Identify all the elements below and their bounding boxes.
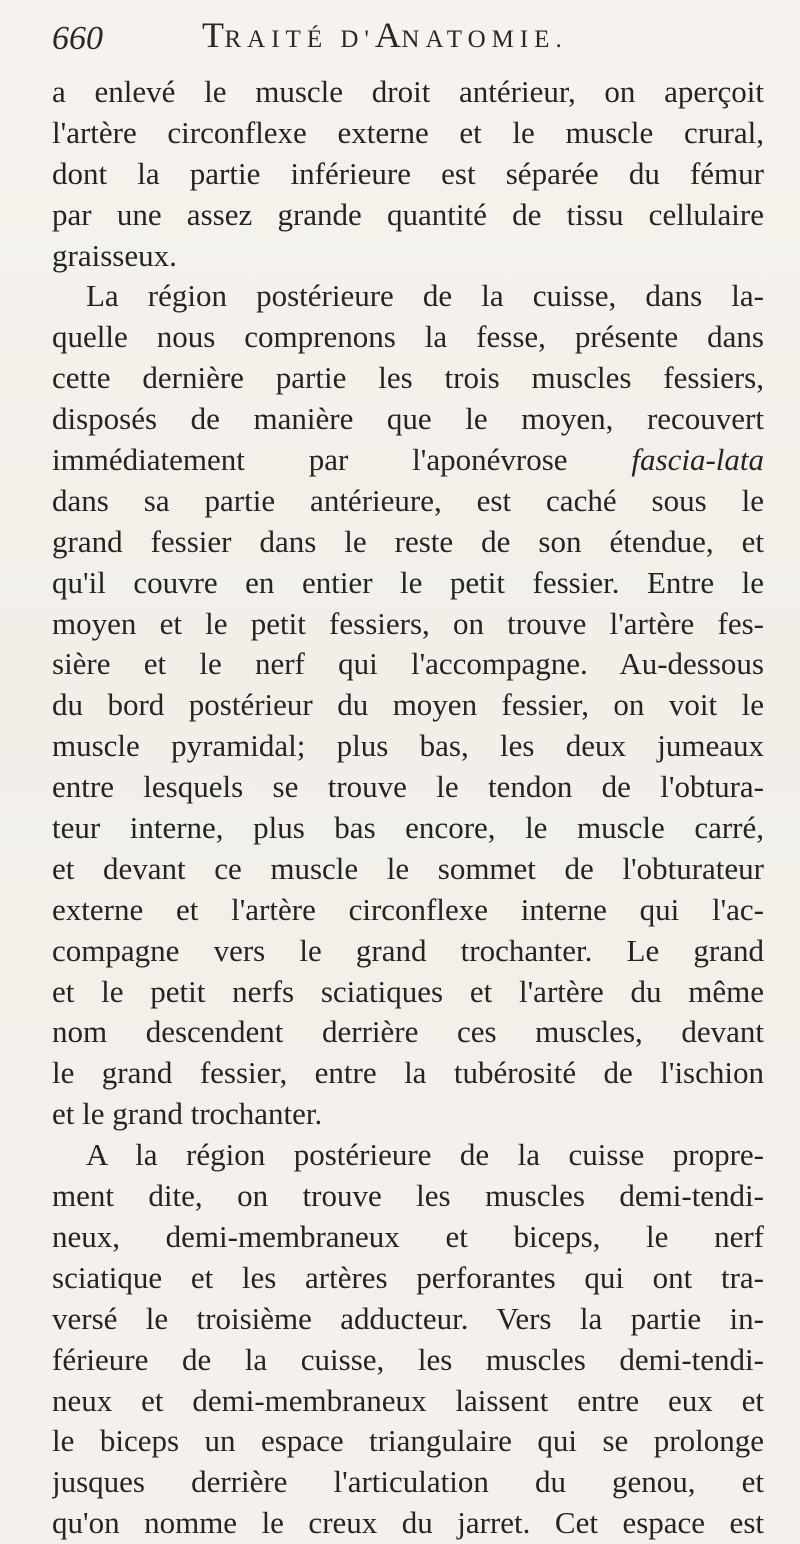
text-line: qu'on nomme le creux du jarret. Cet espace est (52, 1505, 764, 1541)
text-line: a enlevé le muscle droit antérieur, on aperçoit (52, 74, 764, 109)
text-line: du bord postérieur du moyen fessier, on voit le (52, 687, 764, 723)
text-line: nom descendent derrière ces muscles, devant (52, 1014, 764, 1050)
text-line: le biceps un espace triangulaire qui se prolonge (52, 1423, 764, 1459)
running-head (52, 12, 772, 72)
text-line: et le grand trochanter. (52, 1096, 323, 1132)
text-line: sière et le nerf qui l'accompagne. Au-dessous (52, 646, 764, 682)
text-line: externe et l'artère circonflexe interne qui l'ac- (52, 891, 764, 927)
text-line: dans sa partie antérieure, est caché sous le (52, 482, 764, 518)
text-line: entre lesquels se trouve le tendon de l'obtura- (52, 769, 764, 805)
text-line: disposés de manière que le moyen, recouvert (52, 401, 764, 437)
text-line: et devant ce muscle le sommet de l'obturateur (52, 850, 764, 886)
text-line: teur interne, plus bas encore, le muscle carré, (52, 810, 764, 846)
title-initial-2: A (374, 15, 402, 55)
text-line: La région postérieure de la cuisse, dans la- (86, 278, 764, 314)
text-line: férieure de la cuisse, les muscles demi-tendi- (52, 1341, 764, 1377)
text-line: et le petit nerfs sciatiques et l'artère du même (52, 973, 764, 1009)
text-line: quelle nous comprenons la fesse, présente dans (52, 319, 764, 355)
text-line: graisseux. (52, 237, 177, 273)
text-line: le grand fessier, entre la tubérosité de l'ischion (52, 1055, 764, 1091)
text-line: neux, demi-membraneux et biceps, le nerf (52, 1218, 764, 1254)
text-line: grand fessier dans le reste de son étendue, et (52, 523, 764, 559)
title-initial-1: T (202, 15, 225, 55)
text-line: cette dernière partie les trois muscles fessiers, (52, 360, 764, 396)
italic-term: fascia-lata (631, 442, 764, 478)
text-segment: immédiatement par l'aponévrose (52, 442, 632, 478)
text-line: jusques derrière l'articulation du genou, et (52, 1464, 764, 1500)
text-line: ment dite, on trouve les muscles demi-tendi- (52, 1178, 764, 1214)
text-line: neux et demi-membraneux laissent entre eux et (52, 1382, 764, 1418)
text-line: sciatique et les artères perforantes qui ont tra- (52, 1259, 764, 1295)
title-rest-1: RAITÉ D' (224, 26, 375, 53)
text-line (52, 440, 764, 481)
text-line: par une assez grande quantité de tissu cellulaire (52, 196, 764, 232)
title-rest-2: NATOMIE. (401, 26, 568, 53)
running-title (202, 14, 568, 56)
text-line: versé le troisième adducteur. Vers la partie in- (52, 1300, 764, 1336)
text-line: qu'il couvre en entier le petit fessier. Entre le (52, 564, 764, 600)
text-line: compagne vers le grand trochanter. Le grand (52, 932, 764, 968)
body-text (52, 72, 764, 1544)
text-line: dont la partie inférieure est séparée du fémur (52, 155, 764, 191)
text-line: A la région postérieure de la cuisse propre- (86, 1137, 764, 1173)
text-line: moyen et le petit fessiers, on trouve l'artère fes- (52, 605, 764, 641)
text-line: l'artère circonflexe externe et le muscle crural, (52, 114, 764, 150)
text-line: muscle pyramidal; plus bas, les deux jumeaux (52, 728, 764, 764)
page-number: 660 (52, 20, 103, 57)
